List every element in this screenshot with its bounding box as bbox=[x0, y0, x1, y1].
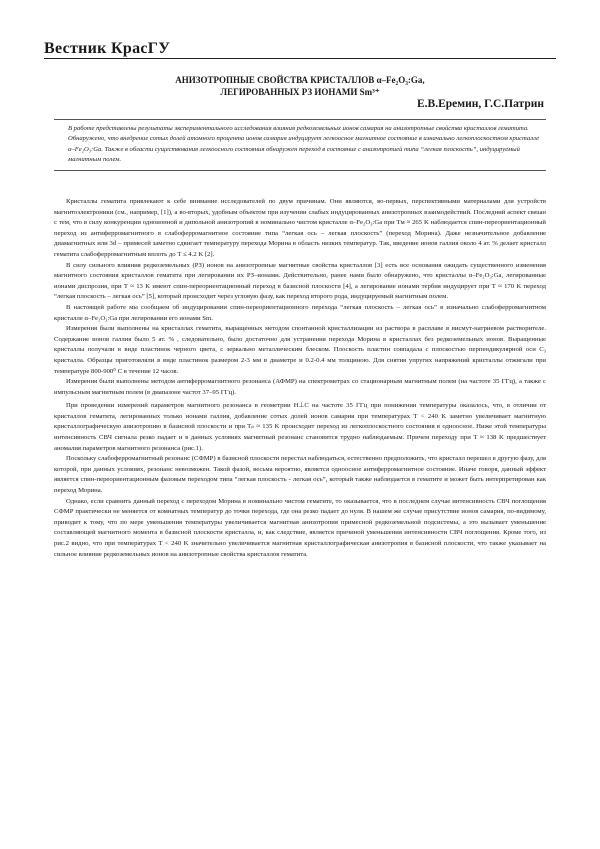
paragraph-8: Однако, если сравнить данный переход с переходом Морина в номинально чистом гематите, то оказывается, что в последнем случае интенсивность СВЧ поглощения СФМР практически не меняется от комнатных температур до точки перехода, где она резко падает до нуля. В нашем же случае присутствие ионов самария, по-видимому, приводит к тому, что по мере уменьшения температуры увеличивается магнитная анизотропия примесной редкоземельной подсистемы, а это вызывает уменьшение составляющей магнитного момента в базисной плоскости кристалла, и, как следствие, является причиной уменьшения интенсивности СВЧ поглощения. Кроме того, из рис.2 видно, что при температурах T < 240 K значительно увеличивается магнитная кристаллографическая анизотропия в базисной плоскости, что также указывает на сильное влияние редкоземельных ионов на анизотропные свойства кристаллов гематита. bbox=[54, 497, 546, 558]
paragraph-4: Измерения были выполнены на кристаллах гематита, выращенных методом спонтанной кристаллизации из раствора в расплаве в висмут-натриевом растворителе. Содержание ионов галлия было 5 ат. % , следовательно, было достаточно для устранения перехода Морина в кристаллах без редкоземельных ионов. Выращенные кристаллы получали в виде пластинок черного цвета, с зеркально металлическим блеском. Плоскость пластин совпадала с плоскостью перпендикулярной оси C₃ кристалла. Образцы приготовляли в виде пластинок размером 2-3 мм в диаметре и 0.2-0.4 мм толщиною. Для снятия упругих напряжений кристаллы отжигали при температуре 800-900⁰ С в течение 12 часов. bbox=[54, 325, 546, 375]
paragraph-2: В силу сильного влияния редкоземельных (РЗ) ионов на анизотропные магнитные свойства кристаллов [3] есть все основания ожидать существенного изменения магнитного состояния кристаллов гематита при легировании их РЗ–ионами. Действительно, ранее нами было обнаружено, что кристаллы α–Fe₂O₃:Ga, легированные ионами диспрозия, при T ≈ 13 K имеют спин-переориентационный переход в базисной плоскости [4], а легирование ионами тербия индуцирует при T ≈ 170 K переход “легкая плоскость – легкая ось” [5], который происходит через угловую фазу, как переход второго рода, индуцируемый магнитным полем. bbox=[54, 261, 546, 301]
title-line-2: ЛЕГИРОВАННЫХ РЗ ИОНАМИ Sm³⁺ bbox=[220, 87, 380, 97]
abstract-text: В работе представлены результаты экспериментального исследования влияния редкоземельных ионов самария на анизотропные свойства кристаллов гематита. Обнаружено, что внедрение сотых долей атомного процента ионов самария индуцирует легкоосное магнитное состояние в изначально легкоплоскостном кристалле α–Fe₂O₃:Ga. Также в области существования легкоосного состояния обнаружен переход в состояние с анизотропией типа “легкая плоскость”, индуцируемый магнитным полем. bbox=[68, 125, 540, 163]
authors: Е.В.Еремин, Г.С.Патрин bbox=[416, 98, 544, 110]
paragraph-6: При проведении измерений параметров магнитного резонанса в геометрии H⊥C на частоте 35 ГГц при понижении температуры оказалось, что, в отличии от кристаллов гематита, легированных только ионами галлия, добавление сотых долей ионов самария при температурах T < 240 K заметно увеличивает магнитную кристаллографическую анизотропию в базисной плоскости и при Tₚ ≈ 135 K происходит переход из легкоплоскостного состояния в одноосное. Ниже этой температуры интенсивность СВЧ сигнала резко падает и в данных условиях магнитный резонанс становится трудно наблюдаемым. Причем переходу при T ≈ 138 K предшествует аномалия параметров магнитного резонанса (рис.1). bbox=[54, 402, 546, 452]
abstract-box bbox=[54, 119, 546, 171]
article-title bbox=[60, 74, 540, 98]
title-line-1: АНИЗОТРОПНЫЕ СВОЙСТВА КРИСТАЛЛОВ α–Fe₂O₃:Ga, bbox=[175, 75, 425, 85]
paragraph-1: Кристаллы гематита привлекают к себе внимание исследователей по двум причинам. Они являются, во-первых, перспективными материалами для устройств магнитоэлектроники (см., например, [1]), а во-вторых, удобным объектом при изучении слабых индуцированных анизотропных взаимодействий. Последний аспект связан с тем, что в силу конкуренции одноионной и дипольной анизотропий в номинально чистом кристалле α–Fe₂O₃:Ga при Tм ≈ 265 K наблюдается спин-переориентационный переход из антиферромагнитного в слабоферромагнитное состояние типа “легкая ось – легкая плоскость” (переход Морина). Даже незначительное добавление диамагнитных или 3d – примесей заметно сдвигает температуру перехода Морина в область низких температур. Так, введение ионов галлия около 4 ат. % делает кристалл гематита слабоферромагнитным вплоть до T ≤ 4.2 K [2]. bbox=[54, 198, 546, 258]
paragraph-5: Измерения были выполнены методом антиферромагнитного резонанса (АФМР) на спектрометрах со стационарным магнитным полем (на частоте 35 ГГц), а также с импульсным магнитным полем (в диапазоне частот 37–95 ГГц). bbox=[54, 378, 546, 396]
paragraph-3: В настоящей работе мы сообщаем об индуцировании спин-переориентационного перехода “легкая плоскость – легкая ось” в изначально слабоферромагнитном кристалле α–Fe₂O₃:Ga при легировании его ионами Sm. bbox=[54, 303, 546, 322]
article-body bbox=[54, 197, 546, 560]
journal-header: Вестник КрасГУ bbox=[44, 40, 171, 57]
header-rule bbox=[44, 58, 556, 59]
paragraph-7: Поскольку слабоферромагнитный резонанс (СФМР) в базисной плоскости перестал наблюдаться, естественно предположить, что кристалл перешел в другую фазу, для которой, при данных условиях, резонанс невозможен. Такой фазой, весьма вероятно, является одноосное антиферромагнитное состояние. Иначе говоря, данный эффект является спин-переориентационным фазовым переходом типа “легкая плоскость - легкая ось”, который также наблюдается в гематите и может быть интерпретирован как переход Морина. bbox=[54, 455, 546, 495]
